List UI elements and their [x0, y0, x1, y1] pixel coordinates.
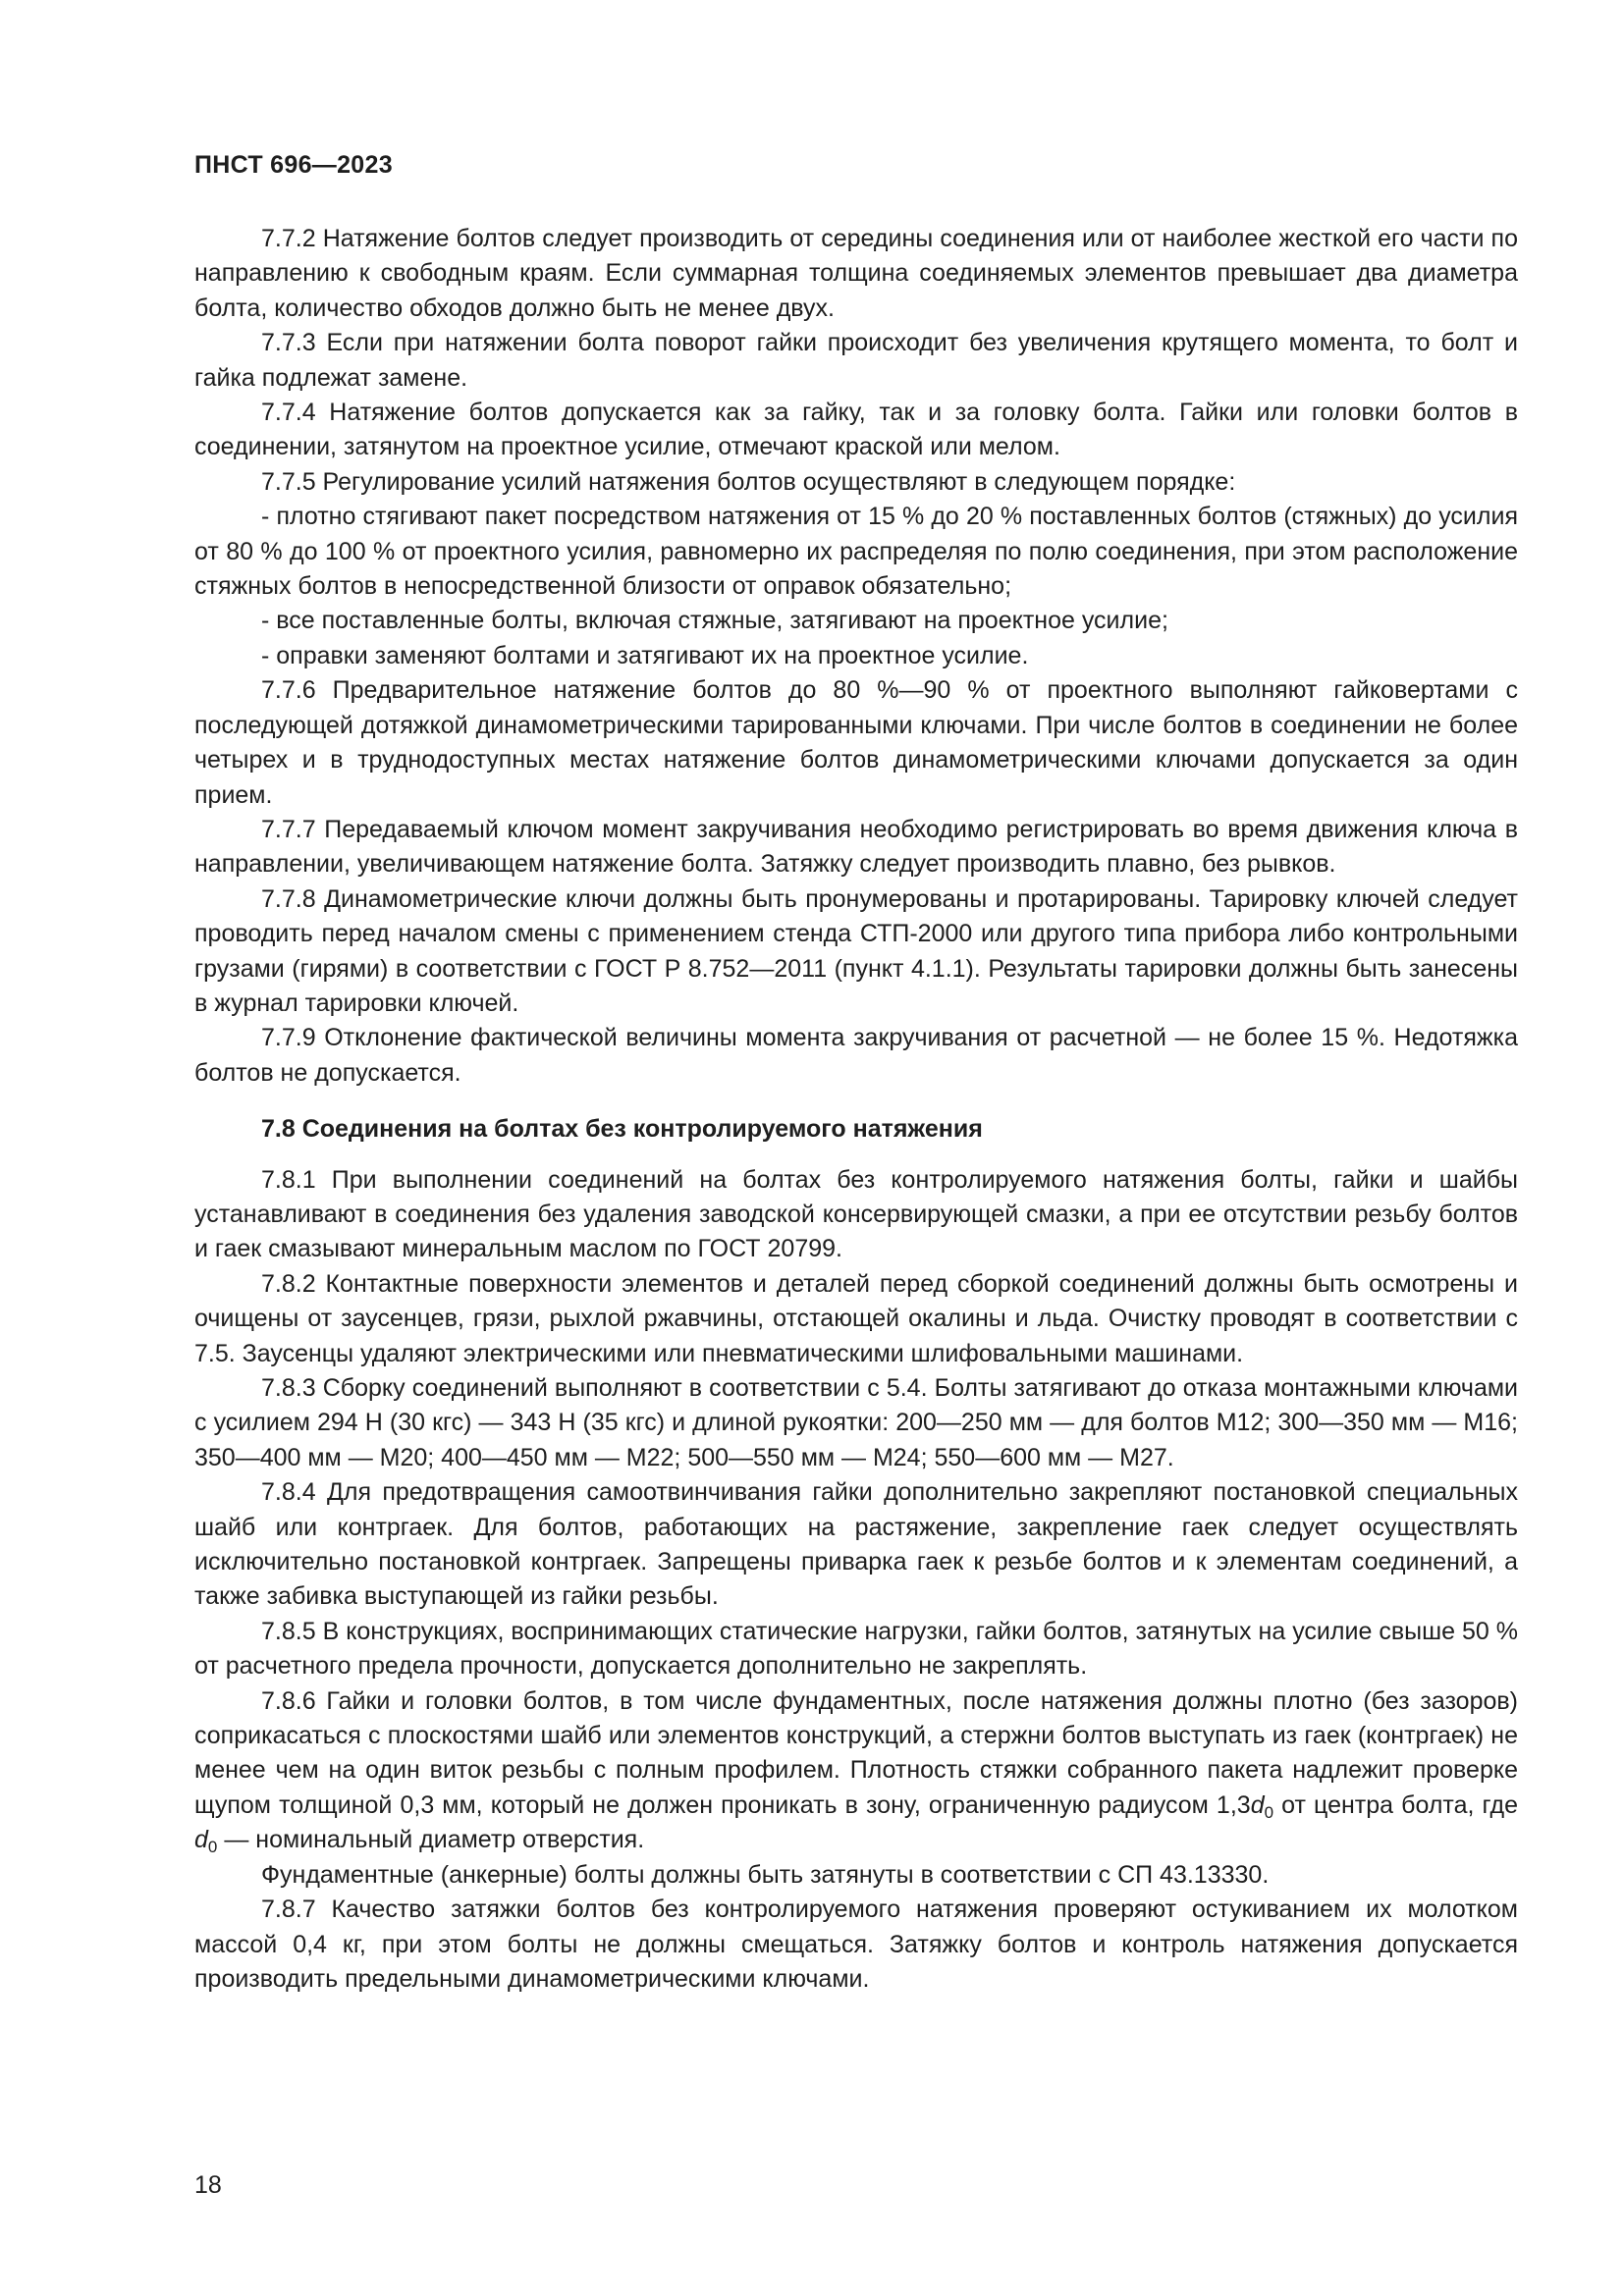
paragraph-7-7-5: 7.7.5 Регулирование усилий натяжения болтов осуществляют в следующем порядке: [261, 467, 1236, 496]
section-heading-7-8: 7.8 Соединения на болтах без контролируемого натяжения [261, 1115, 983, 1144]
document-body [194, 222, 1518, 1997]
paragraph-7-7-4: 7.7.4 Натяжение болтов допускается как за гайку, так и за головку болта. Гайки или головки болтов в соединении, затянутом на проектное усилие, отмечают краской или мелом. [194, 399, 1518, 461]
diameter-subscript-2: 0 [207, 1838, 218, 1857]
paragraph-7-7-3: 7.7.3 Если при натяжении болта поворот гайки происходит без увеличения крутящего момента, то болт и гайка подлежат замене. [194, 329, 1518, 392]
paragraph-7-8-4: 7.8.4 Для предотвращения самоотвинчивания гайки дополнительно закрепляют постановкой специальных шайб или контргаек. Для болтов, работающих на растяжение, закрепление гаек следует осуществлять исключительно постановкой контргаек. Запрещены приварка гаек к резьбе болтов и к элементам соединений, а также забивка выступающей из гайки резьбы. [194, 1478, 1518, 1611]
list-item-7-7-5-c: - оправки заменяют болтами и затягивают их на проектное усилие. [261, 641, 1029, 669]
diameter-symbol: d [1250, 1790, 1265, 1819]
paragraph-7-8-6-end: — номинальный диаметр отверстия. [217, 1826, 645, 1854]
diameter-symbol-2: d [194, 1826, 208, 1854]
document-code-header: ПНСТ 696—2023 [194, 151, 393, 179]
list-item-7-7-5-b: - все поставленные болты, включая стяжные, затягивают на проектное усилие; [261, 607, 1168, 635]
paragraph-7-8-3: 7.8.3 Сборку соединений выполняют в соответствии с 5.4. Болты затягивают до отказа монтажными ключами с усилием 294 Н (30 кгс) — 343 Н (35 кгс) и длиной рукоятки: 200—250 мм — для болтов М12; 300—350 мм — М16; 350—400 мм — М20; 400—450 мм — М22; 500—550 мм — М24; 550—600 мм — М27. [194, 1374, 1518, 1471]
paragraph-7-8-6 [194, 1684, 1518, 1858]
paragraph-7-7-9: 7.7.9 Отклонение фактической величины момента закручивания от расчетной — не более 15 %. Недотяжка болтов не допускается. [194, 1024, 1518, 1087]
paragraph-7-7-6: 7.7.6 Предварительное натяжение болтов до 80 %—90 % от проектного выполняют гайковертами с последующей дотяжкой динамометрическими тарированными ключами. При числе болтов в соединении не более четырех и в труднодоступных местах натяжение болтов динамометрическими ключами допускается за один прием. [194, 676, 1518, 809]
paragraph-7-7-7: 7.7.7 Передаваемый ключом момент закручивания необходимо регистрировать во время движения ключа в направлении, увеличивающем натяжение болта. Затяжку следует производить плавно, без рывков. [194, 815, 1518, 879]
paragraph-7-8-6-middle: от центра болта, где [1273, 1790, 1518, 1819]
paragraph-7-8-7: 7.8.7 Качество затяжки болтов без контролируемого натяжения проверяют остукиванием их молотком массой 0,4 кг, при этом болты не должны смещаться. Затяжку болтов и контроль натяжения допускается производить предельными динамометрическими ключами. [194, 1896, 1518, 1993]
page-number: 18 [194, 2171, 222, 2199]
list-item-7-7-5-a: - плотно стягивают пакет посредством натяжения от 15 % до 20 % поставленных болтов (стяжных) до усилия от 80 % до 100 % от проектного усилия, равномерно их распределяя по полю соединения, при этом расположение стяжных болтов в непосредственной близости от оправок обязательно; [194, 503, 1518, 601]
paragraph-7-7-2: 7.7.2 Натяжение болтов следует производить от середины соединения или от наиболее жесткой его части по направлению к свободным краям. Если суммарная толщина соединяемых элементов превышает два диаметра болта, количество обходов должно быть не менее двух. [194, 225, 1518, 322]
paragraph-7-8-1: 7.8.1 При выполнении соединений на болтах без контролируемого натяжения болты, гайки и шайбы устанавливают в соединения без удаления заводской консервирующей смазки, а при ее отсутствии резьбу болтов и гаек смазывают минеральным маслом по ГОСТ 20799. [194, 1165, 1518, 1263]
paragraph-7-8-2: 7.8.2 Контактные поверхности элементов и деталей перед сборкой соединений должны быть осмотрены и очищены от заусенцев, грязи, рыхлой ржавчины, отстающей окалины и льда. Очистку проводят в соответствии с 7.5. Заусенцы удаляют электрическими или пневматическими шлифовальными машинами. [194, 1269, 1518, 1367]
paragraph-foundation-bolts: Фундаментные (анкерные) болты должны быть затянуты в соответствии с СП 43.13330. [261, 1860, 1270, 1889]
diameter-subscript: 0 [1264, 1802, 1274, 1822]
paragraph-7-8-5: 7.8.5 В конструкциях, воспринимающих статические нагрузки, гайки болтов, затянутых на усилие свыше 50 % от расчетного предела прочности, допускается дополнительно не закреплять. [194, 1617, 1518, 1681]
paragraph-7-8-6-text: 7.8.6 Гайки и головки болтов, в том числе фундаментных, после натяжения должны плотно (без зазоров) соприкасаться с плоскостями шайб или элементов конструкций, а стержни болтов выступать из гаек (контргаек) не менее чем на один виток резьбы с полным профилем. Плотность стяжки собранного пакета надлежит проверке щупом толщиной 0,3 мм, который не должен проникать в зону, ограниченную радиусом 1,3 [194, 1686, 1518, 1819]
paragraph-7-7-8: 7.7.8 Динамометрические ключи должны быть пронумерованы и протарированы. Тарировку ключей следует проводить перед началом смены с применением стенда СТП-2000 или другого типа прибора либо контрольными грузами (гирями) в соответствии с ГОСТ Р 8.752—2011 (пункт 4.1.1). Результаты тарировки должны быть занесены в журнал тарировки ключей. [194, 884, 1518, 1017]
